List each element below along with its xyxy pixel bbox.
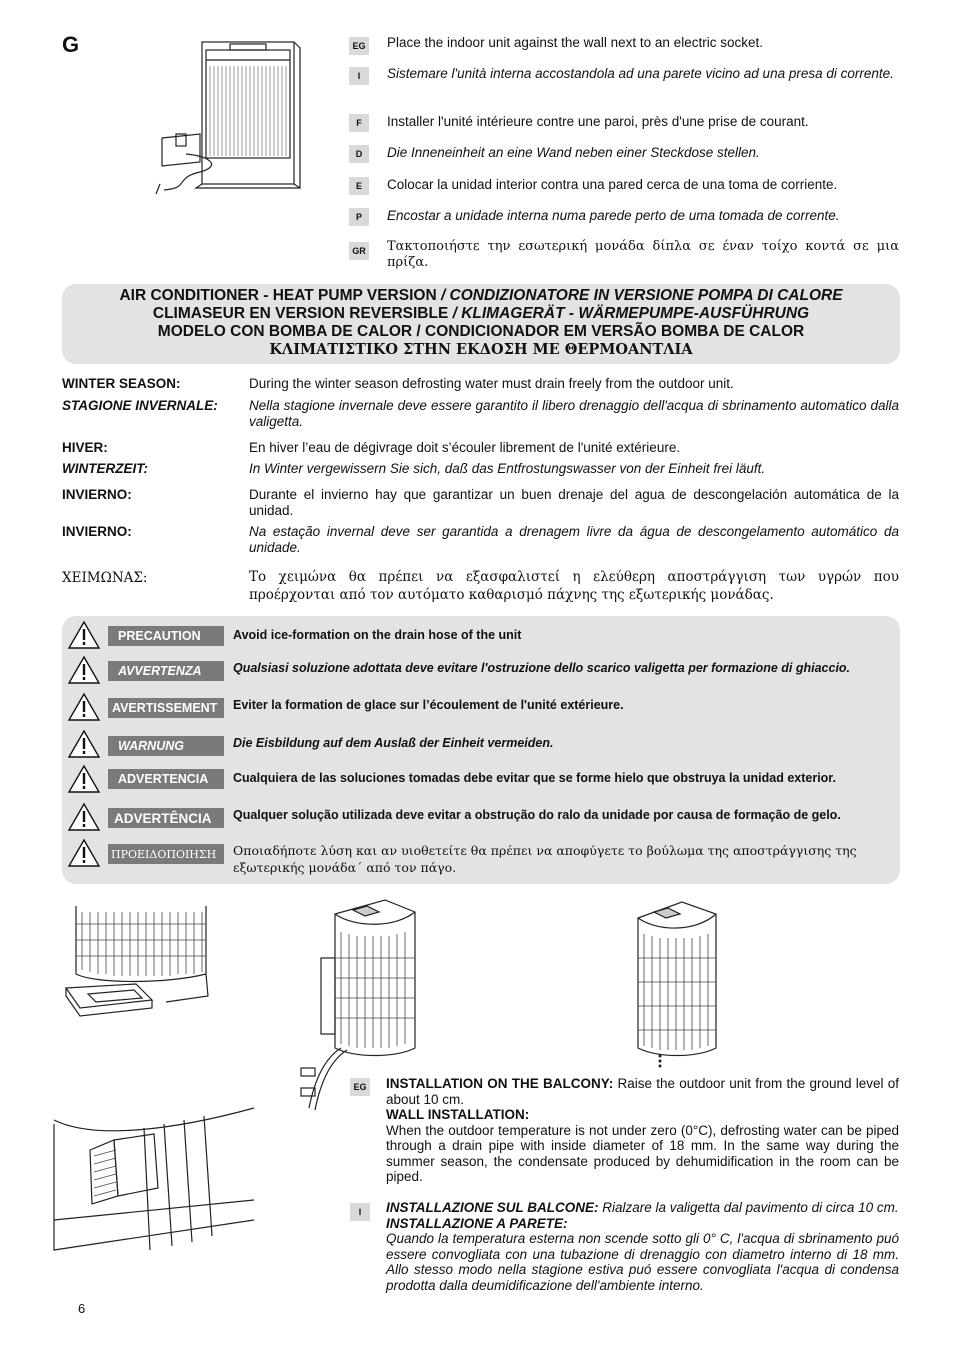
- balcony-heading: INSTALLAZIONE SUL BALCONE:: [386, 1200, 599, 1215]
- warning-text: Cualquiera de las soluciones tomadas debe evitar que se forme hielo que obstruya la unidad exterior.: [233, 771, 836, 785]
- warning-panel: [62, 616, 900, 884]
- warning-triangle-icon: [67, 620, 101, 650]
- warning-text: Die Eisbildung auf dem Auslaß der Einheit vermeiden.: [233, 736, 554, 750]
- warning-triangle-icon: [67, 764, 101, 794]
- season-label: HIVER:: [62, 440, 108, 455]
- instruction-text: Installer l'unité intérieure contre une paroi, près d'une prise de courant.: [387, 114, 809, 129]
- warning-triangle-icon: [67, 802, 101, 832]
- season-label: STAGIONE INVERNALE:: [62, 398, 218, 413]
- title-line4: ΚΛΙΜΑΤΙΣΤΙΚΟ ΣΤΗΝ ΕΚΔΟΣΗ ΜΕ ΘΕΡΜΟΑΝΤΛΙΑ: [269, 341, 693, 358]
- page-number: 6: [78, 1301, 86, 1316]
- season-label: WINTER SEASON:: [62, 376, 181, 391]
- warning-label: WARNUNG: [108, 736, 224, 756]
- lang-tag: F: [349, 114, 369, 132]
- warning-triangle-icon: [67, 692, 101, 722]
- title-line1-a: AIR CONDITIONER - HEAT PUMP VERSION: [119, 287, 437, 304]
- warning-label: ADVERTÊNCIA: [108, 808, 224, 828]
- warning-label: ΠΡΟΕΙΔΟΠΟΙΗΣΗ: [108, 844, 224, 864]
- instruction-text: Colocar la unidad interior contra una pared cerca de una toma de corriente.: [387, 177, 838, 192]
- warning-triangle-icon: [67, 838, 101, 868]
- warning-label: ADVERTENCIA: [108, 769, 224, 789]
- instruction-text: Sistemare l'unità interna accostandola ad una parete vicino ad una presa di corrente.: [387, 66, 894, 81]
- warning-triangle-icon: [67, 655, 101, 685]
- season-text: During the winter season defrosting water must drain freely from the outdoor unit.: [249, 376, 734, 391]
- installation-text-it: [386, 1200, 899, 1293]
- instruction-text: Encostar a unidade interna numa parede perto de uma tomada de corrente.: [387, 208, 840, 223]
- lang-tag: D: [349, 145, 369, 163]
- installation-text-en: [386, 1076, 899, 1185]
- warning-row: [62, 838, 900, 875]
- wall-text: When the outdoor temperature is not under zero (0°C), defrosting water can be piped through a drain pipe with inside diameter of 18 mm. In the same way during the summer season, the condensate produced by dehumidification in the room can be piped.: [386, 1122, 899, 1184]
- warning-row: [62, 729, 900, 759]
- season-text: Το χειμώνα θα πρέπει να εξασφαλιστεί η ελεύθερη αποστράγγιση των υγρών που προέρχονται από τον αυτόματο καθαρισμό πάχνης της εξωτερικής μονάδας.: [249, 569, 899, 603]
- lang-tag: P: [349, 208, 369, 226]
- season-label: WINTERZEIT:: [62, 461, 148, 476]
- instruction-text: Die Inneneinheit an eine Wand neben einer Steckdose stellen.: [387, 145, 760, 160]
- season-text: Na estação invernal deve ser garantida a drenagem livre da água de descongelamento automático da unidade.: [249, 524, 899, 555]
- warning-text: Qualquer solução utilizada deve evitar a obstrução do ralo da unidade por causa de formação de gelo.: [233, 808, 841, 822]
- warning-text: Eviter la formation de glace sur l’écoulement de l'unité extérieure.: [233, 698, 624, 712]
- wall-text: Quando la temperatura esterna non scende sotto gli 0° C, l'acqua di sbrinamento puó essere convogliata con una tubazione di drenaggio con diametro interno di 18 mm. Allo stesso modo nella stagione estiva puó essere convogliata l'acqua di condensa prodotta dalla deumidificazione dell'ambiente interno.: [386, 1231, 899, 1293]
- warning-label: AVERTISSEMENT: [108, 698, 224, 718]
- warning-text: Qualsiasi soluzione adottata deve evitare l'ostruzione dello scarico valigetta per formazione di ghiaccio.: [233, 661, 851, 675]
- warning-triangle-icon: [67, 729, 101, 759]
- heat-pump-title: [62, 284, 900, 364]
- wall-heading: INSTALLAZIONE A PARETE:: [386, 1215, 568, 1231]
- warning-label: AVVERTENZA: [108, 661, 224, 681]
- warning-row: [62, 620, 900, 650]
- lang-tag: I: [349, 67, 369, 85]
- warning-row: [62, 655, 900, 685]
- balcony-installation-illustration: [54, 1100, 264, 1270]
- lang-tag: GR: [349, 242, 369, 260]
- balcony-text: Raise the outdoor unit from the ground level of about 10 cm.: [386, 1076, 900, 1107]
- season-text: Durante el invierno hay que garantizar un buen drenaje del agua de descongelación automática de la unidad.: [249, 487, 899, 518]
- lang-tag: E: [349, 177, 369, 195]
- section-letter: G: [62, 32, 80, 57]
- lang-tag: EG: [350, 1078, 370, 1096]
- balcony-heading: INSTALLATION ON THE BALCONY:: [386, 1076, 614, 1091]
- season-text: Nella stagione invernale deve essere garantito il libero drenaggio dell'acqua di sbrinamento automatico dalla valigetta.: [249, 398, 899, 429]
- lang-tag: I: [350, 1203, 370, 1221]
- season-label: INVIERNO:: [62, 487, 132, 502]
- warning-row: [62, 692, 900, 722]
- instruction-text: Τακτοποιήστε την εσωτερική μονάδα δίπλα σε έναν τοίχο κοντά σε μια πρίζα.: [387, 239, 899, 270]
- title-line1-b: / CONDIZIONATORE IN VERSIONE POMPA DI CALORE: [436, 287, 843, 304]
- season-label: ΧΕΙΜΩΝΑΣ:: [62, 570, 148, 586]
- warning-row: [62, 764, 900, 794]
- warning-row: [62, 802, 900, 832]
- balcony-text: Rialzare la valigetta dal pavimento di circa 10 cm.: [598, 1200, 899, 1215]
- indoor-unit-illustration: [150, 38, 310, 198]
- season-text: En hiver l’eau de dégivrage doit s’écouler librement de l'unité extérieure.: [249, 440, 681, 455]
- outdoor-unit-dripping-illustration: [632, 898, 722, 1068]
- instruction-text: Place the indoor unit against the wall next to an electric socket.: [387, 35, 763, 50]
- warning-label: PRECAUTION: [108, 626, 224, 646]
- season-text: In Winter vergewissern Sie sich, daß das Entfrostungswasser von der Einheit frei läuft.: [249, 461, 766, 476]
- warning-text: Οποιαδήποτε λύση και αν υιοθετείτε θα πρέπει να αποφύγετε το βούλωμα της αποστράγγισης της εξωτερικής μονάδα΄ από τον πάγο.: [233, 843, 857, 875]
- warning-text: Avoid ice-formation on the drain hose of the unit: [233, 628, 522, 642]
- wall-heading: WALL INSTALLATION:: [386, 1107, 530, 1122]
- title-line3: MODELO CON BOMBA DE CALOR / CONDICIONADOR EM VERSÃO BOMBA DE CALOR: [157, 323, 805, 340]
- outdoor-unit-tray-illustration: [56, 904, 216, 1024]
- title-line2-a: CLIMASEUR EN VERSION REVERSIBLE: [152, 305, 449, 322]
- season-label: INVIERNO:: [62, 524, 132, 539]
- title-line2-b: / KLIMAGERÄT - WÄRMEPUMPE-AUSFÜHRUNG: [448, 305, 810, 322]
- lang-tag: EG: [349, 37, 369, 55]
